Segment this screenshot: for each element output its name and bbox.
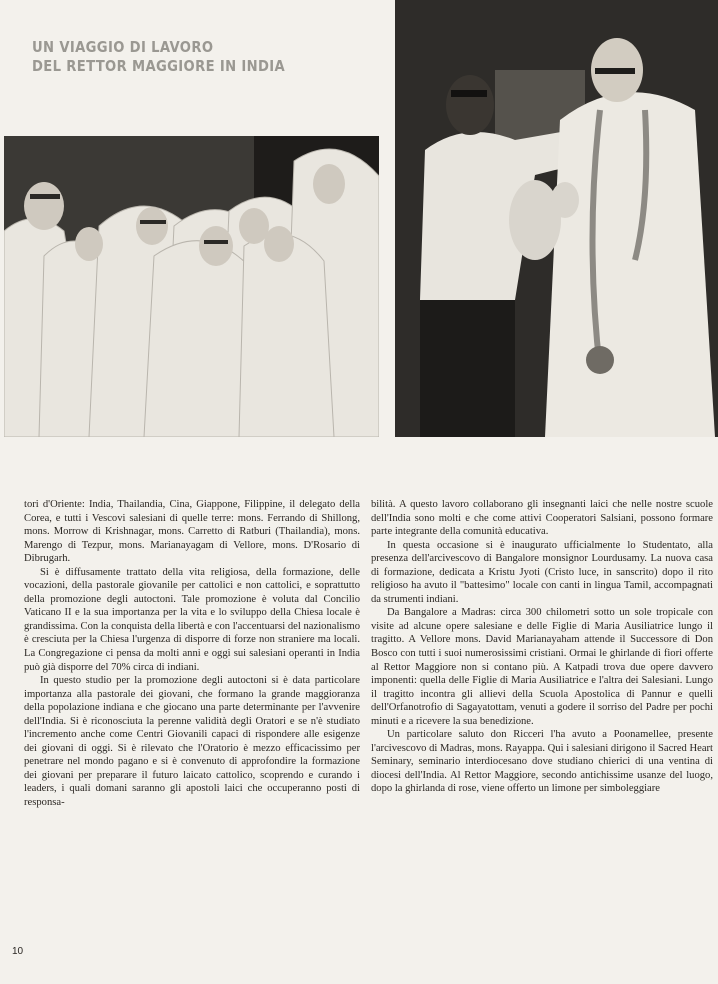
- paragraph: In questa occasione si è inaugurato ufficialmente lo Studentato, alla presenza dell'arcivescovo di Bangalore monsignor Lourdusamy. La nuova casa di formazione, dedicata a Kristu Jyoti (Cristo luce, in sanscrito) dopo il rito religioso ha avuto il "battesimo" locale con canti in lingua Tamil, accompagnati da strumenti indiani.: [371, 539, 713, 605]
- paragraph: Si è diffusamente trattato della vita religiosa, della formazione, delle vocazioni, della pastorale giovanile per cattolici e non cattolici, e soprattutto della promozione degli autoctoni. Tale promozione è voluta dal Concilio Vaticano II e la sua importanza per la vita e lo sviluppo della Chiesa locale è grandissima. Con la conquista della libertà e con l'accentuarsi del nazionalismo è cresciuta per la Chiesa l'urgenza di disporre di forze non straniere ma locali. La Congregazione ci pensa da molti anni e oggi sui salesiani operanti in India può già disporre del 70% circa di indiani.: [24, 566, 360, 673]
- photo-sisters-image: [4, 136, 379, 437]
- page-number: 10: [12, 946, 24, 957]
- paragraph: Da Bangalore a Madras: circa 300 chilometri sotto un sole tropicale con visite ad alcune opere salesiane e delle Figlie di Maria Ausiliatrice lungo il tragitto. A Vellore mons. David Marianayaham attende il Successore di Don Bosco con tutti i suoi numerosissimi cristiani. Ormai le ghirlande di fiori offerte al Rettor Maggiore non si contano più. A Katpadi trova due opere davvero imponenti: quella delle Figlie di Maria Ausiliatrice e l'altra dei Salesiani. Lungo il tragitto incontra gli allievi della Scuola Apostolica di Pannur e quelli dell'Orfanotrofio di Sagayatottam, venuti a godere il sorriso del Padre per pochi minuti e a ricevere la sua benedizione.: [371, 607, 713, 727]
- photo-garland-ceremony: [395, 0, 718, 437]
- article-column-left: [24, 498, 360, 810]
- paragraph: In questo studio per la promozione degli autoctoni si è data particolare importanza alla pastorale dei giovani, che formano la grande maggioranza della popolazione indiana e che giocano una parte determinante per l'avvenire dell'India. Si è riconosciuta la perenne validità degli Oratori e se n'è studiato l'incremento anche come Centri Giovanili capaci di rispondere alle esigenze dei giovani di oggi. Si è rilevato che l'Oratorio è mezzo efficacissimo per penetrare nel mondo pagano e si è convenuto di approfondire la formazione dei giovani per preparare il futuro laicato cattolico, scoprendo e curando i leaders, i quali domani saranno gli apostoli laici che occuperanno posti di responsa-: [24, 675, 360, 809]
- headline-line-2: DEL RETTOR MAGGIORE IN INDIA: [32, 57, 286, 75]
- paragraph: bilità. A questo lavoro collaborano gli insegnanti laici che nelle nostre scuole dell'India sono molti e che come attivi Cooperatori Salsiani, possono formare parte integrante della comunità educativa.: [371, 499, 713, 538]
- article-headline: [32, 38, 321, 76]
- headline-line-1: UN VIAGGIO DI LAVORO: [32, 38, 214, 56]
- article-column-right: [371, 498, 713, 796]
- paragraph: tori d'Oriente: India, Thailandia, Cina, Giappone, Filippine, il delegato della Corea, e tutti i Vescovi salesiani di quelle terre: mons. Ferrando di Shillong, mons. Morrow di Krishnagar, mons. Carretto di Ratburi (Thailandia), mons. Marengo di Tezpur, mons. Marianayagam di Vellore, mons. D'Rosario di Dibrugarh.: [24, 499, 360, 565]
- paragraph: Un particolare saluto don Ricceri l'ha avuto a Poonamellee, presente l'arcivescovo di Madras, mons. Rayappa. Qui i salesiani dirigono il Sacred Heart Seminary, seminario interdiocesano dove studiano chierici di una ventina di diocesi dell'India. Al Rettor Maggiore, secondo antichissime usanze del luogo, dopo la ghirlanda di rose, viene offerto un limone per simboleggiare: [371, 729, 713, 795]
- photo-sisters-group: [4, 136, 379, 437]
- photo-garland-image: [395, 0, 718, 437]
